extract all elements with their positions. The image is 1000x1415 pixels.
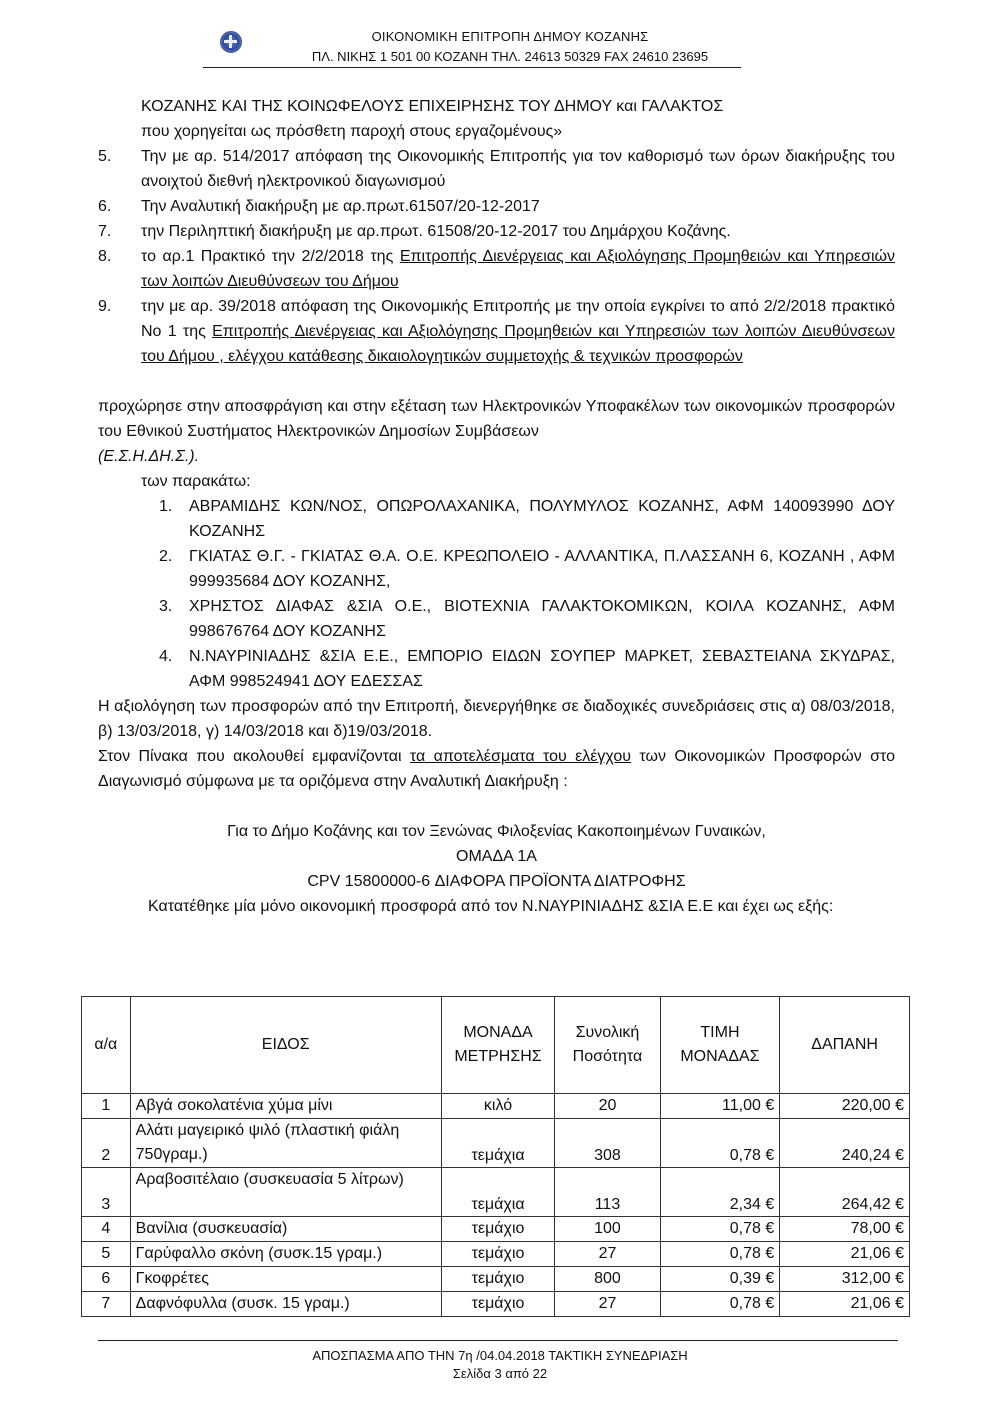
header-divider — [203, 67, 741, 68]
table-row: 5 Γαρύφαλλο σκόνη (συσκ.15 γραμ.) τεμάχιο 27 0,78 € 21,06 € — [82, 1242, 910, 1267]
continuation-line-2: που χορηγείται ως πρόσθετη παροχή στους εργαζομένους» — [141, 123, 563, 140]
footer-meeting-extract: ΑΠΟΣΠΑΣΜΑ ΑΠΟ ΤΗΝ 7η /04.04.2018 ΤΑΚΤΙΚΗ ΣΥΝΕΔΡΙΑΣΗ — [312, 1348, 688, 1363]
offer-table — [81, 996, 910, 1317]
consideration-item-8: 8. το αρ.1 Πρακτικό την 2/2/2018 της Επιτροπής Διενέργειας και Αξιολόγησης Προμηθειών και Υπηρεσιών των λοιπών Διευθύνσεων του Δήμου — [98, 248, 895, 290]
group-title-2: ΟΜΑΔΑ 1Α — [456, 848, 537, 865]
committee-reference: Επιτροπής Διενέργειας και Αξιολόγησης Προμηθειών και Υπηρεσιών των λοιπών Διευθύνσεων του Δήμου — [141, 248, 895, 290]
committee-reference: Επιτροπής Διενέργειας και Αξιολόγησης Προμηθειών και Υπηρεσιών των λοιπών Διευθύνσεων του Δήμου , ελέγχου κατάθεσης δικαιολογητικών συμμετοχής & τεχνικών προσφορών — [141, 323, 895, 365]
header-cost: ΔΑΠΑΝΗ — [780, 997, 910, 1094]
footer-divider — [98, 1340, 898, 1341]
table-row: 1 Αβγά σοκολατένια χύμα μίνι κιλό 20 11,00 € 220,00 € — [82, 1094, 910, 1119]
consideration-item-6: 6. Την Αναλυτική διακήρυξη με αρ.πρωτ.61507/20-12-2017 — [98, 198, 540, 215]
header-address: ΠΛ. ΝΙΚΗΣ 1 501 00 ΚΟΖΑΝΗ ΤΗΛ. 24613 50329 FAX 24610 23695 — [311, 49, 709, 64]
table-row: 7 Δαφνόφυλλα (συσκ. 15 γραμ.) τεμάχιο 27 0,78 € 21,06 € — [82, 1292, 910, 1317]
consideration-item-7: 7. την Περιληπτική διακήρυξη με αρ.πρωτ. 61508/20-12-2017 του Δημάρχου Κοζάνης. — [98, 223, 731, 240]
page-header — [0, 0, 1000, 70]
document-body — [98, 94, 895, 919]
continuation-text — [98, 94, 895, 144]
proceeded-paragraph: προχώρησε στην αποσφράγιση και στην εξέταση των Ηλεκτρονικών Υποφακέλων των οικονομικών προσφορών του Εθνικού Συστήματος Ηλεκτρονικών Δημοσίων Συμβάσεων (Ε.Σ.Η.ΔΗ.Σ.). — [98, 398, 895, 465]
bidder-item: 1. ΑΒΡΑΜΙΔΗΣ ΚΩΝ/ΝΟΣ, ΟΠΩΡΟΛΑΧΑΝΙΚΑ, ΠΟΛΥΜΥΛΟΣ ΚΟΖΑΝΗΣ, ΑΦΜ 140093990 ΔΟΥ ΚΟΖΑΝΗΣ — [159, 498, 895, 540]
continuation-line-1: ΚΟΖΑΝΗΣ ΚΑΙ ΤΗΣ ΚΟΙΝΩΦΕΛΟΥΣ ΕΠΙΧΕΙΡΗΣΗΣ ΤΟΥ ΔΗΜΟΥ και ΓΑΛΑΚΤΟΣ — [141, 98, 724, 115]
evaluation-paragraph: Η αξιολόγηση των προσφορών από την Επιτροπή, διενεργήθηκε σε διαδοχικές συνεδριάσεις στις α) 08/03/2018, β) 13/03/2018, γ) 14/03/2018 και δ)19/03/2018. — [98, 698, 895, 740]
of-following-label: των παρακάτω: — [141, 473, 251, 490]
table-row: 4 Βανίλια (συσκευασία) τεμάχιο 100 0,78 € 78,00 € — [82, 1217, 910, 1242]
consideration-item-9: 9. την με αρ. 39/2018 απόφαση της Οικονομικής Επιτροπής με την οποία εγκρίνει το από 2/2/2018 πρακτικό Νο 1 της Επιτροπής Διενέργειας και Αξιολόγησης Προμηθειών και Υπηρεσιών των λοιπών Διευθύνσεων του Δήμου , ελέγχου κατάθεσης δικαιολογητικών συμμετοχής & τεχνικών προσφορών — [98, 298, 895, 365]
header-item: ΕΙΔΟΣ — [130, 997, 441, 1094]
table-row: 6 Γκοφρέτες τεμάχιο 800 0,39 € 312,00 € — [82, 1267, 910, 1292]
esidis-abbreviation: (Ε.Σ.Η.ΔΗ.Σ.). — [98, 448, 200, 465]
bidder-item: 2. ΓΚΙΑΤΑΣ Θ.Γ. - ΓΚΙΑΤΑΣ Θ.Α. Ο.Ε. ΚΡΕΩΠΟΛΕΙΟ - ΑΛΛΑΝΤΙΚΑ, Π.ΛΑΣΣΑΝΗ 6, ΚΟΖΑΝΗ , ΑΦΜ 999935684 ΔΟΥ ΚΟΖΑΝΗΣ, — [159, 548, 895, 590]
bidder-list — [146, 494, 895, 694]
header-organization: ΟΙΚΟΝΟΜΙΚΗ ΕΠΙΤΡΟΠΗ ΔΗΜΟΥ ΚΟΖΑΝΗΣ — [371, 29, 649, 44]
header-quantity: Συνολική Ποσότητα — [555, 997, 660, 1094]
page-number: Σελίδα 3 από 22 — [452, 1366, 548, 1381]
consideration-item-5: 5. Την με αρ. 514/2017 απόφαση της Οικονομικής Επιτροπής για τον καθορισμό των όρων διακήρυξης του ανοιχτού διεθνή ηλεκτρονικού διαγωνισμού — [98, 148, 895, 190]
header-unit: ΜΟΝΑΔΑ ΜΕΤΡΗΣΗΣ — [441, 997, 555, 1094]
bidder-item: 4. Ν.ΝΑΥΡΙΝΙΑΔΗΣ &ΣΙΑ Ε.Ε., ΕΜΠΟΡΙΟ ΕΙΔΩΝ ΣΟΥΠΕΡ ΜΑΡΚΕΤ, ΣΕΒΑΣΤΕΙΑΝΑ ΣΚΥΔΡΑΣ, ΑΦΜ 998524941 ΔΟΥ ΕΔΕΣΣΑΣ — [159, 648, 895, 690]
group-title-cpv: CPV 15800000-6 ΔΙΑΦΟΡΑ ΠΡΟΪΟΝΤΑ ΔΙΑΤΡΟΦΗΣ — [307, 873, 686, 890]
header-unit-price: ΤΙΜΗ ΜΟΝΑΔΑΣ — [660, 997, 780, 1094]
single-offer-paragraph: Κατατέθηκε μία μόνο οικονομική προσφορά από τον Ν.ΝΑΥΡΙΝΙΑΔΗΣ &ΣΙΑ Ε.Ε και έχει ως εξής: — [148, 898, 834, 915]
bidder-item: 3. ΧΡΗΣΤΟΣ ΔΙΑΦΑΣ &ΣΙΑ Ο.Ε., ΒΙΟΤΕΧΝΙΑ ΓΑΛΑΚΤΟΚΟΜΙΚΩΝ, ΚΟΙΛΑ ΚΟΖΑΝΗΣ, ΑΦΜ 998676764 ΔΟΥ ΚΟΖΑΝΗΣ — [159, 598, 895, 640]
group-title-1: Για το Δήμο Κοζάνης και τον Ξενώνας Φιλοξενίας Κακοποιημένων Γυναικών, — [227, 823, 766, 840]
table-header-row — [82, 997, 910, 1094]
table-row: 2 Αλάτι μαγειρικό ψιλό (πλαστική φιάλη 750γραμ.) τεμάχια 308 0,78 € 240,24 € — [82, 1119, 910, 1168]
table-intro-paragraph: Στον Πίνακα που ακολουθεί εμφανίζονται τα αποτελέσματα του ελέγχου των Οικονομικών Προσφορών στο Διαγωνισμό σύμφωνα με τα οριζόμενα στην Αναλυτική Διακήρυξη : — [98, 748, 896, 790]
table-row: 3 Αραβοσιτέλαιο (συσκευασία 5 λίτρων) τεμάχια 113 2,34 € 264,42 € — [82, 1168, 910, 1217]
header-aa: α/α — [82, 997, 131, 1094]
results-reference: τα αποτελέσματα του ελέγχου — [409, 748, 632, 765]
